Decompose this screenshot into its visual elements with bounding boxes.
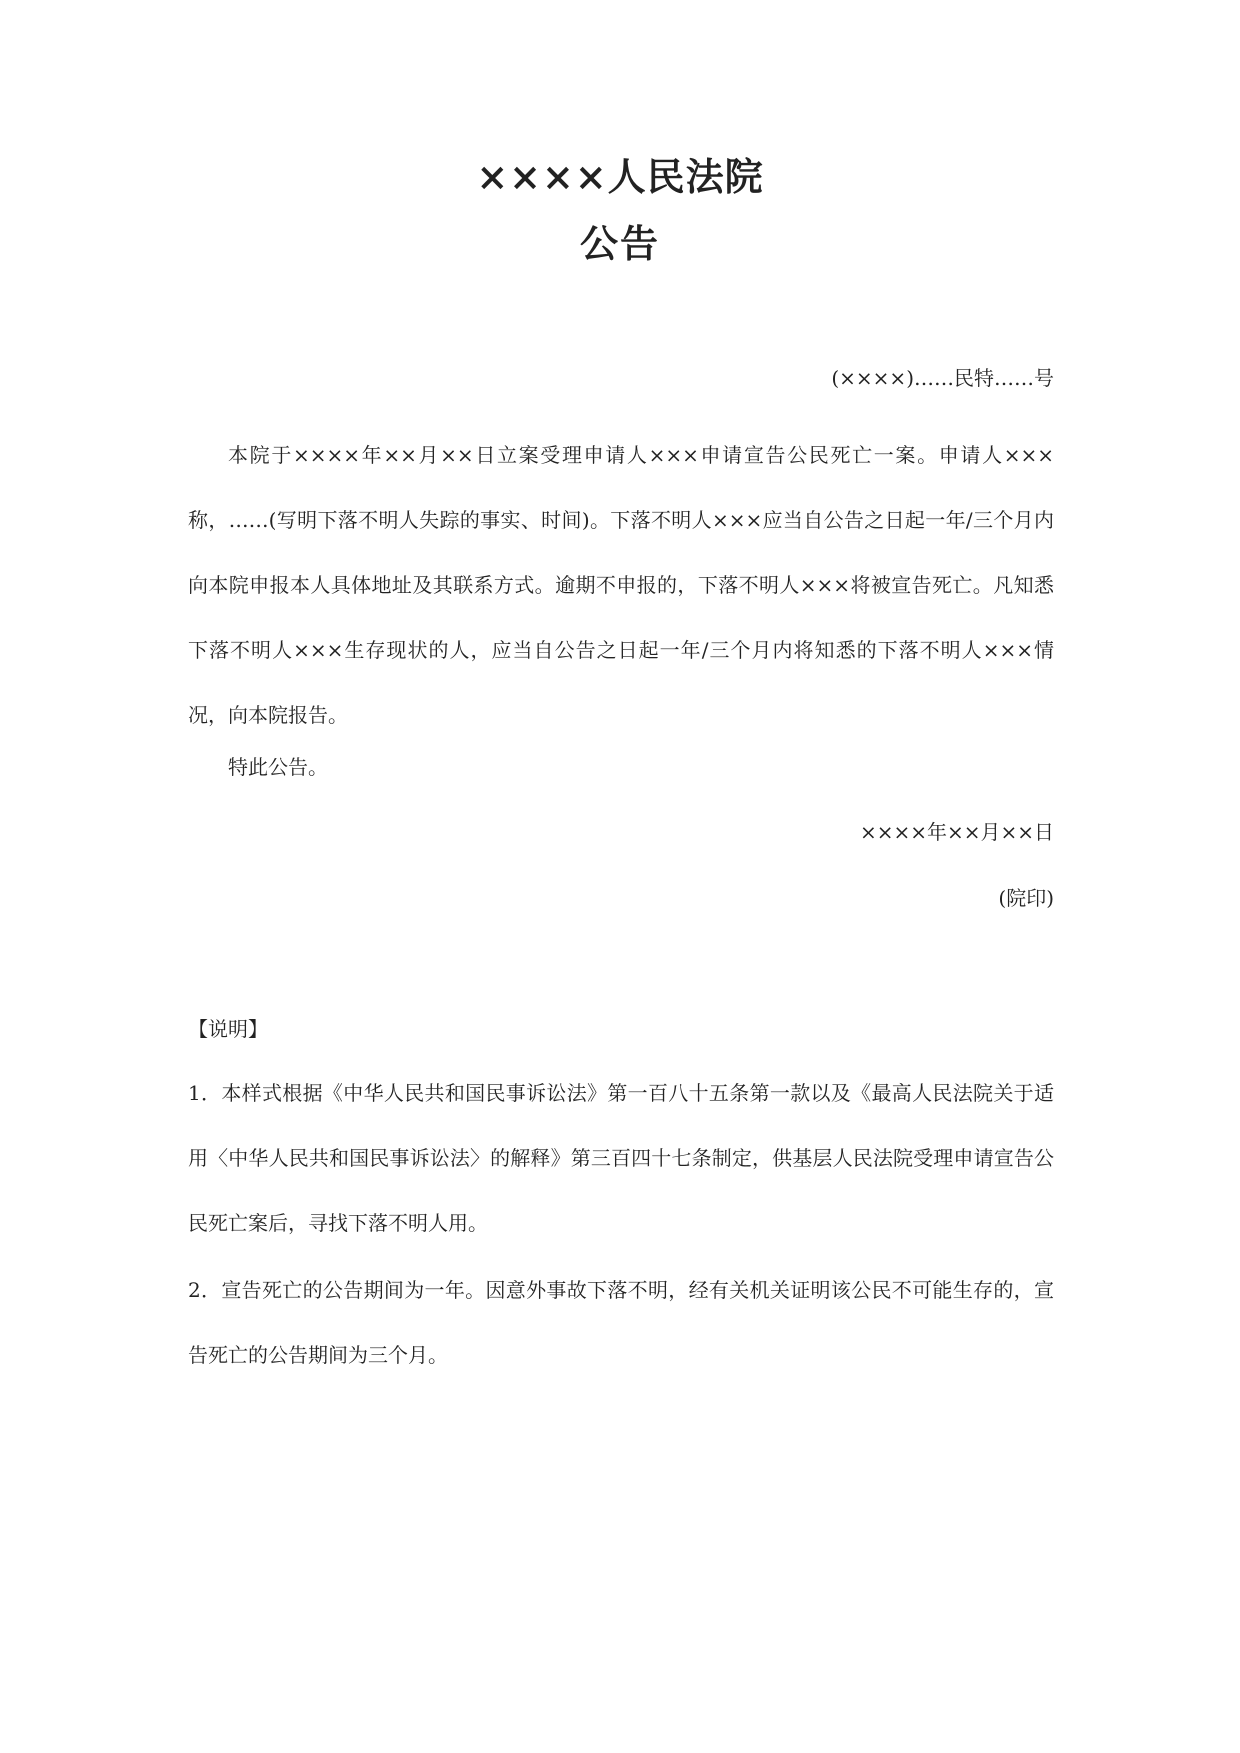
announcement-body: 本院于××××年××月××日立案受理申请人×××申请宣告公民死亡一案。申请人×××称，……(写明下落不明人失踪的事实、时间)。下落不明人×××应当自公告之日起一年/三个月内向本院申报本人具体地址及其联系方式。逾期不申报的，下落不明人×××将被宣告死亡。凡知悉下落不明人×××生存现状的人，应当自公告之日起一年/三个月内将知悉的下落不明人×××情况，向本院报告。 [188, 443, 1054, 727]
case-number: (××××)……民特……号 [831, 366, 1054, 390]
court-name: ××××人民法院 [476, 154, 764, 199]
notes-heading: 【说明】 [188, 1017, 268, 1041]
document-title: 公告 [579, 221, 660, 266]
court-seal-placeholder: (院印) [998, 886, 1054, 910]
document-date: ××××年××月××日 [859, 820, 1054, 844]
closing-statement: 特此公告。 [228, 755, 328, 779]
note-item-2: 2．宣告死亡的公告期间为一年。因意外事故下落不明，经有关机关证明该公民不可能生存的，宣告死亡的公告期间为三个月。 [188, 1278, 1054, 1367]
note-item-1: 1．本样式根据《中华人民共和国民事诉讼法》第一百八十五条第一款以及《最高人民法院关于适用〈中华人民共和国民事诉讼法〉的解释》第三百四十七条制定，供基层人民法院受理申请宣告公民死亡案后，寻找下落不明人用。 [188, 1081, 1054, 1235]
